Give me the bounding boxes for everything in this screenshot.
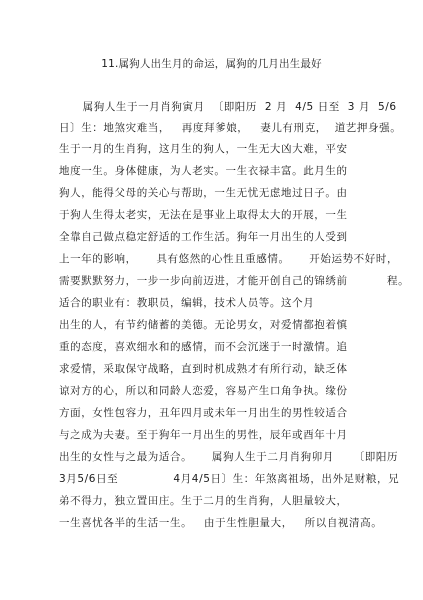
- body-line: 适合的职业有：教职员，编辑，技术人员等。这个月: [59, 297, 315, 309]
- body-line: 日〕生：地煞灾难当， 再度拜爹娘， 妻儿有刑克， 道艺押身强。: [59, 122, 402, 134]
- body-line: 3月5/6日至 4月4/5日〕生：年煞离祖场，出外足财粮，兄: [59, 473, 400, 485]
- body-line: 狗人，能得父母的关心与帮助，一生无忧无虑地过日子。由: [59, 187, 348, 199]
- body-line: 一生喜忧各半的生活一生。 由于生性胆量大， 所以自视清高。: [59, 517, 383, 529]
- body-line: 弟不得力，独立置田庄。生于二月的生肖狗，人胆量较大，: [59, 495, 348, 507]
- body-line: 需要默默努力，一步一步向前迈进，才能开创自己的锦绣前 程。: [59, 275, 410, 287]
- body-line: 全靠自己做点稳定舒适的工作生活。狗年一月出生的人受到: [59, 231, 348, 243]
- body-line: 属狗人生于一月肖狗寅月 〔即阳历 2 月 4/5 日至 3 月 5/6: [59, 101, 397, 113]
- body-line: 求爱情，采取保守战略，直到时机成熟才有所行动，缺乏体: [59, 363, 348, 375]
- document-title: 11.属狗人出生月的命运，属狗的几月出生最好: [101, 58, 322, 70]
- body-line: 生于一月的生肖狗，这月生的狗人，一生无大凶大难，平安: [59, 143, 348, 155]
- body-line: 出生的人，有节约储蓄的美德。无论男女，对爱情都抱着慎: [59, 319, 348, 331]
- body-line: 重的态度，喜欢细水和的感情，而不会沉迷于一时激情。追: [59, 341, 348, 353]
- body-line: 谅对方的心，所以和同龄人恋爱，容易产生口角争执。缘份: [59, 385, 348, 397]
- body-line: 出生的女性与之最为适合。 属狗人生于二月肖狗卯月 〔即阳历: [59, 451, 399, 463]
- body-line: 上一年的影响， 具有悠然的心性且重感情。 开始运势不好时，: [59, 253, 399, 265]
- body-line: 地度一生。身体健康，为人老实。一生衣禄丰富。此月生的: [59, 165, 348, 177]
- body-line: 于狗人生得太老实，无法在是事业上取得太大的开展，一生: [59, 209, 348, 221]
- body-line: 方面，女性包容力，丑年四月或未年一月出生的男性较适合: [59, 407, 348, 419]
- body-line: 与之成为夫妻。至于狗年一月出生的男性，辰年或酉年十月: [59, 429, 348, 441]
